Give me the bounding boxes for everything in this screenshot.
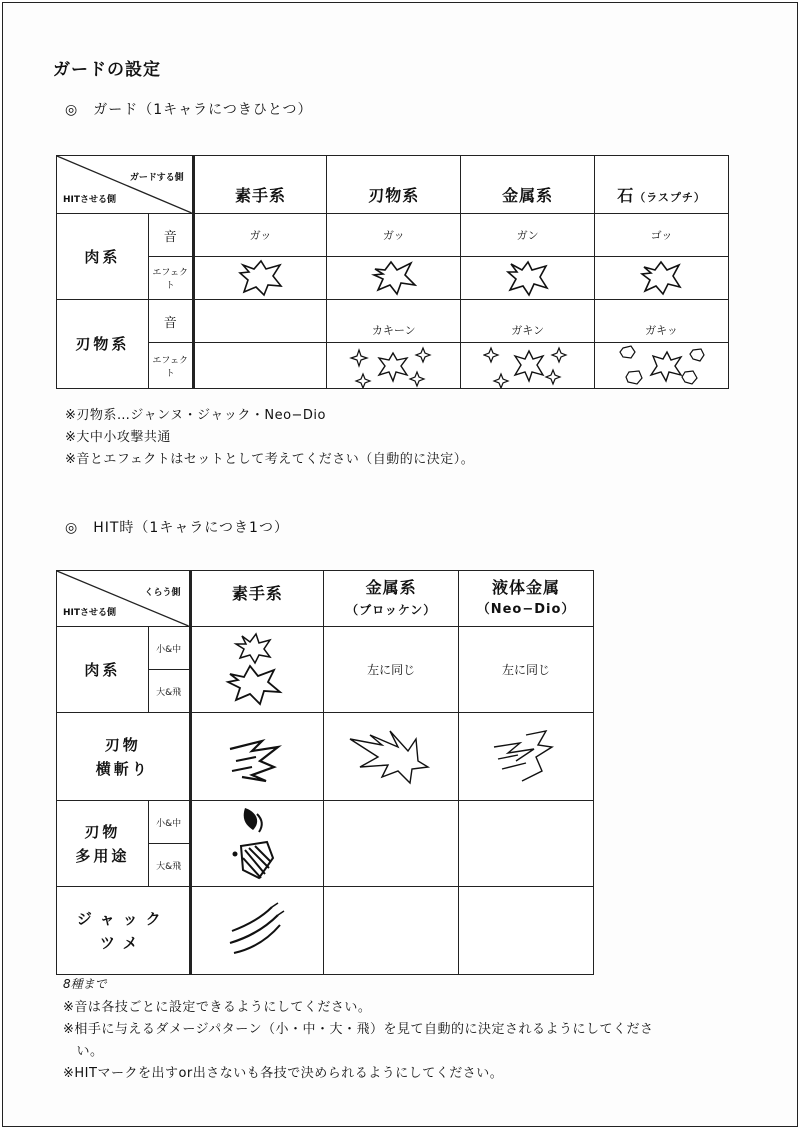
effect-label: エフェクト	[148, 343, 193, 389]
hit-section-heading: ◎ HIT時（1キャラにつき1つ）	[65, 520, 289, 536]
effect-cell	[193, 257, 327, 300]
hit-burst-icon	[222, 630, 292, 710]
note-line: ※大中小攻撃共通	[65, 430, 171, 445]
guard-col-stone	[595, 156, 729, 214]
effect-cell	[595, 343, 729, 389]
guard-corner-top: ガードする側	[129, 173, 184, 183]
effect-cell	[193, 343, 327, 389]
guard-col-metal: 金属系	[461, 156, 595, 214]
stone-suffix: （ラスプチ）	[634, 191, 706, 204]
hit-col-bare: 素手系	[190, 571, 324, 627]
effect-cell	[190, 887, 324, 975]
note-line: ※相手に与えるダメージパターン（小・中・大・飛）を見て自動的に決定されるようにしてくださ	[63, 1022, 654, 1037]
note-line: ※HITマークを出すor出さないも各技で決められるようにしてください。	[63, 1066, 504, 1081]
guard-corner-cell	[57, 156, 194, 214]
sound-cell: ゴッ	[595, 214, 729, 257]
hit-row-jack-claw	[57, 887, 191, 975]
guard-col-blade: 刃物系	[327, 156, 461, 214]
burst-effect-icon	[639, 259, 685, 297]
same-as-left: 左に同じ	[459, 627, 594, 713]
sound-label: 音	[148, 214, 193, 257]
hit-corner-top: くらう側	[144, 588, 181, 598]
effect-cell	[324, 713, 459, 801]
hit-col-metal-main: 金属系	[365, 577, 417, 597]
burst-effect-icon	[238, 259, 284, 297]
guard-notes	[65, 405, 474, 471]
sparkle-burst-icon	[483, 344, 573, 388]
guard-col-bare: 素手系	[193, 156, 327, 214]
sound-cell: ガキン	[461, 300, 595, 343]
same-as-left: 左に同じ	[324, 627, 459, 713]
guard-row-flesh: 肉系	[57, 214, 149, 300]
note-line: ※刃物系…ジャンヌ・ジャック・Neo−Dio	[65, 408, 326, 423]
guard-corner-bottom: HITさせる側	[63, 195, 117, 205]
note-line: ※音は各技ごとに設定できるようにしてください。	[63, 1000, 372, 1015]
sound-cell: ガン	[461, 214, 595, 257]
sub-label: 小&中	[148, 801, 190, 844]
row-label-line2: 多用途	[75, 846, 130, 865]
sparkle-burst-icon	[349, 344, 439, 388]
effect-cell	[190, 627, 324, 713]
row-label-line1: 刃物	[104, 735, 141, 754]
handwritten-note: 8種まで	[63, 977, 107, 991]
hit-col-liquid	[459, 571, 594, 627]
guard-table	[56, 155, 729, 389]
hit-col-liquid-sub: （Neo−Dio）	[476, 601, 576, 617]
sound-cell: カキーン	[327, 300, 461, 343]
sound-cell: ガッ	[193, 214, 327, 257]
sound-label: 音	[148, 300, 193, 343]
sound-cell: ガッ	[327, 214, 461, 257]
guard-row-blade: 刃物系	[57, 300, 149, 389]
row-label-line1: ジャック	[76, 909, 169, 928]
row-label-line2: 横斬り	[95, 759, 150, 778]
note-line: ※音とエフェクトはセットとして考えてください（自動的に決定）。	[65, 452, 475, 467]
slash-effect-icon	[346, 727, 436, 787]
hit-row-blade-multi	[57, 801, 149, 887]
empty-cell	[324, 887, 459, 975]
effect-cell	[461, 257, 595, 300]
effect-label: エフェクト	[148, 257, 193, 300]
claw-effect-icon	[222, 901, 292, 961]
row-label-line1: 刃物	[84, 822, 121, 841]
effect-cell	[459, 713, 594, 801]
hit-col-metal-sub: （ブロッケン）	[346, 602, 437, 617]
effect-cell	[595, 257, 729, 300]
hit-col-liquid-main: 液体金属	[492, 577, 561, 597]
burst-effect-icon	[505, 259, 551, 297]
effect-cell	[327, 257, 461, 300]
row-label-line2: ツメ	[99, 933, 146, 952]
document-page	[2, 2, 798, 1127]
hit-row-flesh: 肉系	[57, 627, 149, 713]
effect-cell	[461, 343, 595, 389]
page-title: ガードの設定	[53, 60, 161, 80]
effect-cell	[190, 801, 324, 887]
rock-burst-icon	[617, 344, 707, 388]
hit-corner-bottom: HITさせる側	[63, 608, 117, 618]
effect-cell	[327, 343, 461, 389]
stone-label: 石	[617, 186, 635, 205]
effect-cell	[190, 713, 324, 801]
sound-cell	[193, 300, 327, 343]
hit-row-blade-slash	[57, 713, 191, 801]
hit-table	[56, 570, 594, 975]
multi-slash-effect-icon	[227, 804, 287, 884]
hit-col-metal	[324, 571, 459, 627]
empty-cell	[324, 801, 459, 887]
sound-cell: ガキッ	[595, 300, 729, 343]
sub-label: 大&飛	[148, 670, 190, 713]
sub-label: 小&中	[148, 627, 190, 670]
hit-notes	[63, 997, 653, 1085]
hit-corner-cell	[57, 571, 191, 627]
empty-cell	[459, 801, 594, 887]
sub-label: 大&飛	[148, 844, 190, 887]
note-line: い。	[63, 1044, 104, 1059]
slash-effect-icon	[222, 727, 292, 787]
guard-section-heading: ◎ ガード（1キャラにつきひとつ）	[65, 102, 313, 118]
burst-effect-icon	[371, 259, 417, 297]
slash-effect-icon	[486, 727, 566, 787]
empty-cell	[459, 887, 594, 975]
